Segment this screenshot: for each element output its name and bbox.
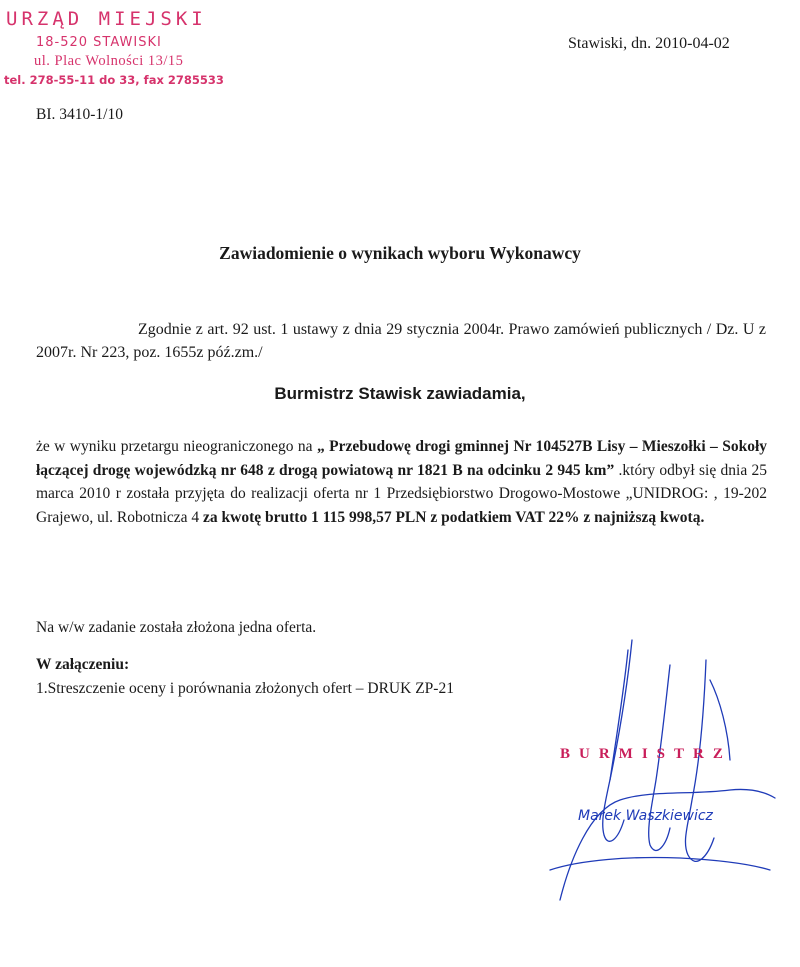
signatory-title-stamp: BURMISTRZ [560,746,732,762]
stamp-street: ul. Plac Wolności 13/15 [34,53,184,69]
legal-basis-paragraph: Zgodnie z art. 92 ust. 1 ustawy z dnia 29 stycznia 2004r. Prawo zamówień publicznych / Dz. U z 2007r. Nr 223, poz. 1655z póź.zm./ [36,321,766,361]
offers-count-note: Na w/w zadanie została złożona jedna oferta. [36,619,317,636]
announcement-paragraph [36,435,767,529]
stamp-office-name: URZĄD MIEJSKI [6,8,207,30]
stamp-postal-city: 18-520 STAWISKI [36,35,162,50]
attachment-heading: W załączeniu: [36,656,130,673]
contract-amount: za kwotę brutto 1 115 998,57 PLN z podatkiem VAT 22% z najniższą kwotą. [203,508,705,526]
paragraph-intro: że w wyniku przetargu nieograniczonego na [36,438,317,455]
announcement-heading: Burmistrz Stawisk zawiadamia, [274,384,526,403]
project-name: „ Przebudowę drogi gminnej Nr 104527B Lisy – Mieszołki – Sokoły łączącej drogę wojewódzką nr 648 z drogą powiatową nr 1821 B na odcinku 2 945 km” [36,438,767,479]
stamp-phone-fax: tel. 278-55-11 do 33, fax 2785533 [4,73,224,87]
attachment-item: 1.Streszczenie oceny i porównania złożonych ofert – DRUK ZP-21 [36,680,454,697]
place-and-date: Stawiski, dn. 2010-04-02 [568,35,730,52]
handwritten-signature [520,620,780,920]
contractor-details: .który odbył się dnia 25 marca 2010 r została przyjęta do realizacji oferta nr 1 Przedsiębiorstwo Drogowo-Mostowe „UNIDROG: , 19-202 Grajewo, ul. Robotnicza 4 [36,461,767,526]
reference-number: BI. 3410-1/10 [36,106,123,123]
signatory-name: Marek Waszkiewicz [578,808,713,824]
document-title: Zawiadomienie o wynikach wyboru Wykonawcy [219,243,581,263]
